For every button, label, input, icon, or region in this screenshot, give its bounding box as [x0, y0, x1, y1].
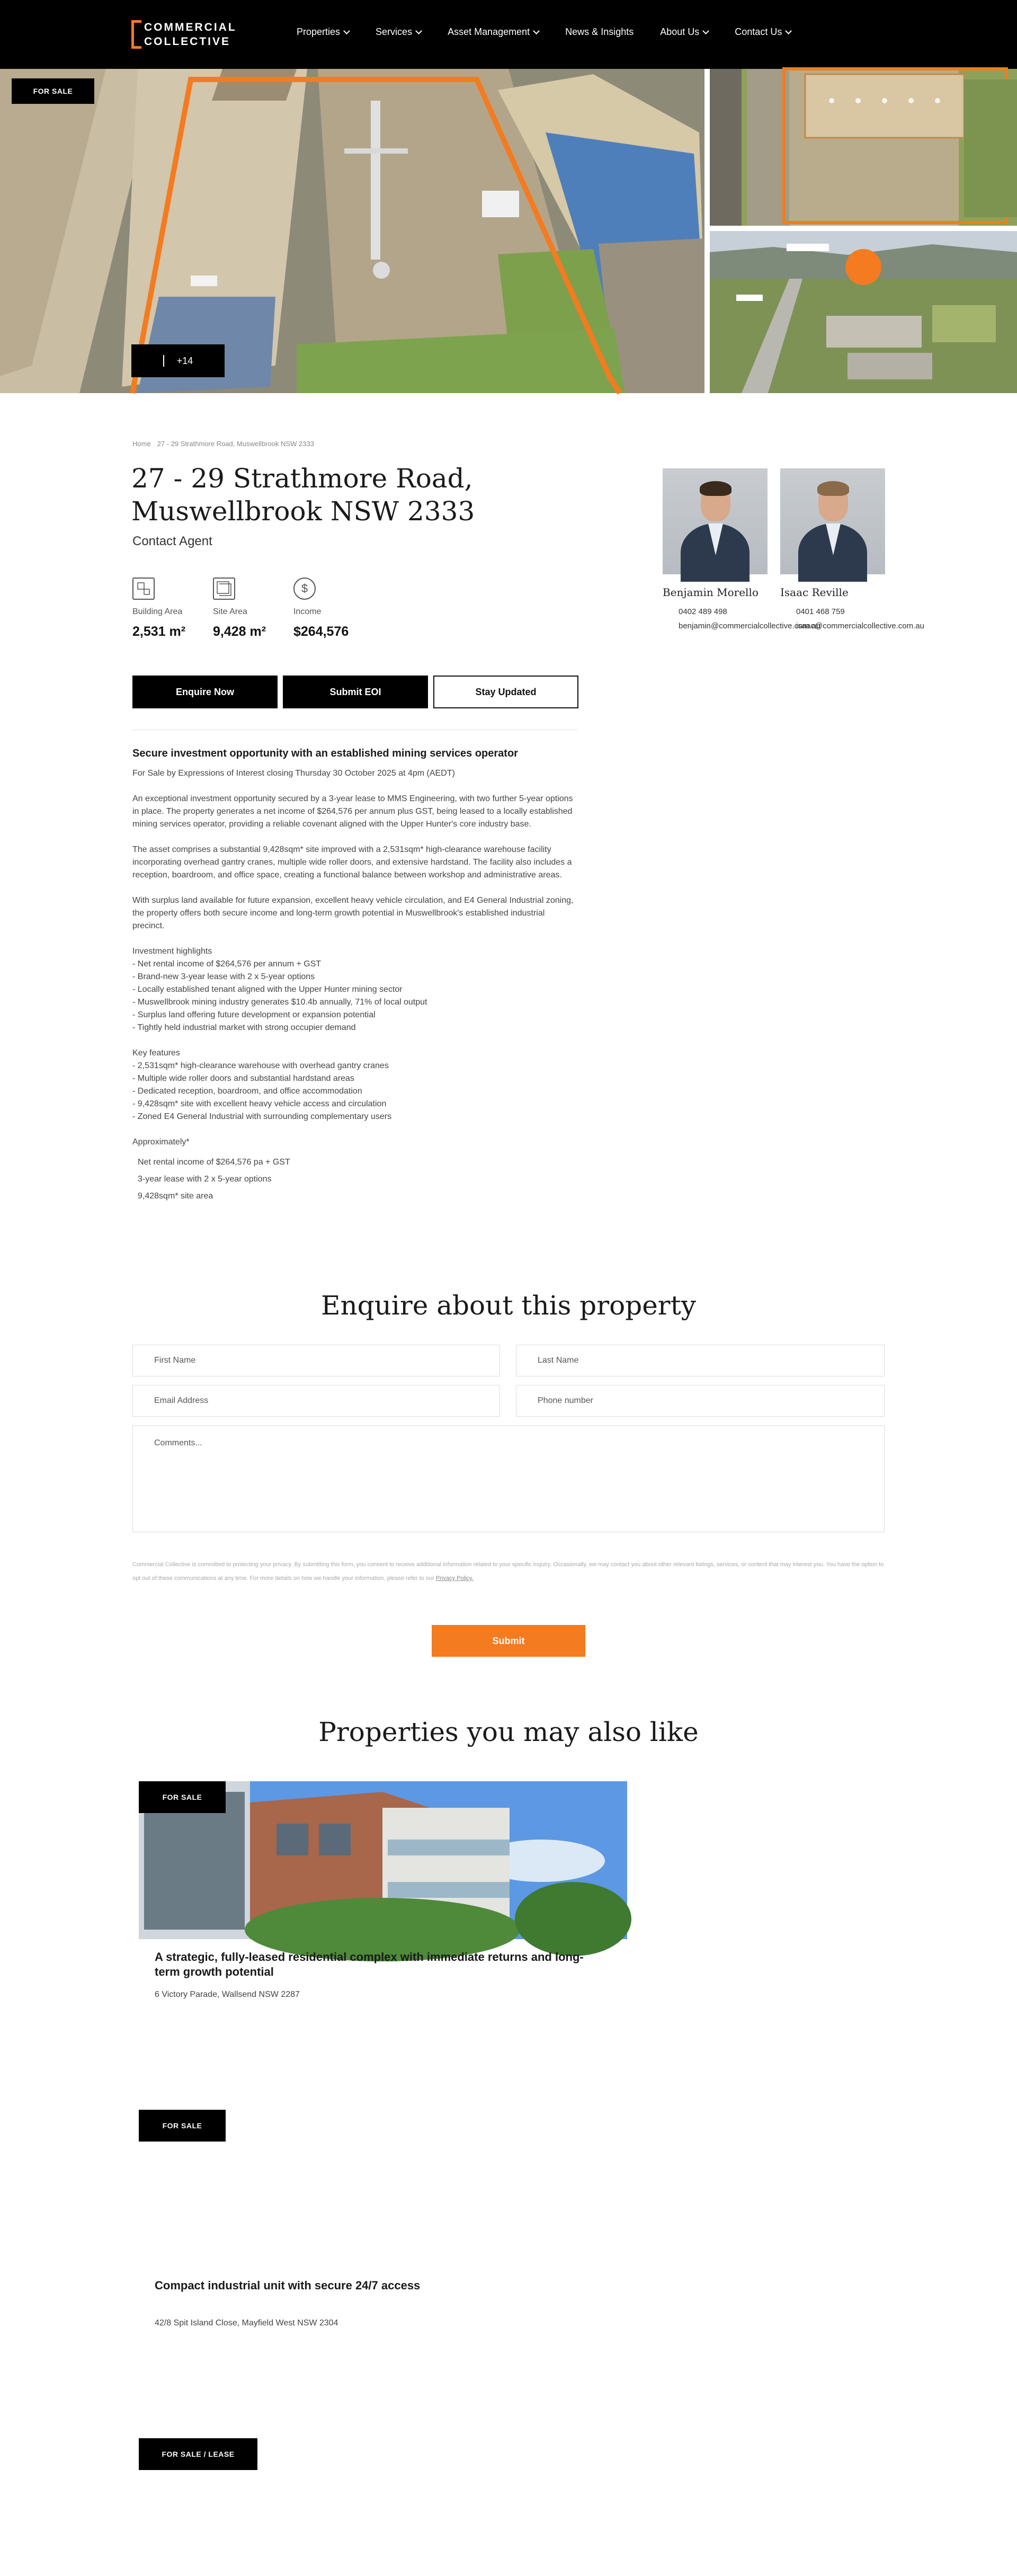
comments-textarea[interactable]: Comments...	[132, 1425, 885, 1532]
last-name-field[interactable]: Last Name	[516, 1345, 885, 1376]
agent-phone[interactable]: 0401 468 759	[796, 607, 845, 616]
aerial-warehouse-photo	[0, 69, 704, 393]
description-heading: Secure investment opportunity with an established mining services operator	[132, 748, 518, 759]
list-item: - Multiple wide roller doors and substantial hardstand areas	[132, 1074, 354, 1083]
privacy-notice: Commercial Collective is committed to protecting your privacy. By submitting this form, you consent to receive additional information related to your specific inquiry. Occasionally, we may contact you about other relevant listings, services, or content that may interest you. You have the option to opt out of these communications at any time. For more details on how we handle your information, please refer to our Privacy Policy.	[132, 1561, 884, 1582]
description-para-3: With surplus land available for future expansion, excellent heavy vehicle circulation, and E4 General Industrial zoning, the property offers both secure income and long-term growth potential in Muswellbrook's established industrial precinct.	[132, 896, 574, 930]
agent-email[interactable]: benjamin@commercialcollective.com.au	[679, 621, 820, 630]
list-item: - Zoned E4 General Industrial with surrounding complementary users	[132, 1112, 392, 1121]
agent-photo[interactable]	[663, 468, 768, 574]
breadcrumb-current: 27 - 29 Strathmore Road, Muswellbrook NSW 2333	[157, 440, 314, 448]
nav-contact-us[interactable]: Contact Us	[735, 26, 791, 38]
nav-about-us[interactable]: About Us	[660, 26, 708, 38]
list-item: - Muswellbrook mining industry generates $10.4b annually, 71% of local output	[132, 998, 427, 1007]
approx-title: Approximately*	[132, 1138, 190, 1147]
list-item: - Tightly held industrial market with strong occupier demand	[132, 1023, 356, 1032]
related-card-1-image[interactable]	[139, 1781, 627, 1939]
photo-gallery	[0, 69, 1017, 393]
agent-card	[780, 468, 924, 630]
site-header	[0, 0, 1017, 69]
nav-properties[interactable]: Properties	[297, 26, 349, 38]
first-name-field[interactable]: First Name	[132, 1345, 500, 1376]
nav-asset-management[interactable]: Asset Management	[448, 26, 539, 38]
gallery-thumbnail-2[interactable]	[710, 231, 1017, 393]
chevron-down-icon	[533, 28, 540, 34]
list-item: - Locally established tenant aligned with the Upper Hunter mining sector	[132, 985, 403, 994]
list-item: - Net rental income of $264,576 per annum + GST	[132, 960, 322, 969]
related-card-1-address: 6 Victory Parade, Wallsend NSW 2287	[155, 1990, 300, 1999]
nav-news-insights[interactable]: News & Insights	[565, 26, 634, 37]
breadcrumb-home[interactable]: Home	[132, 440, 151, 448]
description-subheading: For Sale by Expressions of Interest closing Thursday 30 October 2025 at 4pm (AEDT)	[132, 769, 455, 778]
related-card-2-title[interactable]: Compact industrial unit with secure 24/7 access	[155, 2279, 421, 2292]
nav-services[interactable]: Services	[376, 26, 421, 38]
features-title: Key features	[132, 1049, 180, 1058]
highlights-title: Investment highlights	[132, 947, 212, 956]
for-sale-badge: FOR SALE	[139, 1781, 226, 1813]
for-sale-badge: FOR SALE	[139, 2110, 226, 2142]
features-list	[132, 1060, 577, 1123]
divider-icon	[163, 355, 164, 367]
related-card-2-address: 42/8 Spit Island Close, Mayfield West NSW 2304	[155, 2319, 338, 2328]
approx-list	[138, 1156, 577, 1203]
for-sale-badge: FOR SALE	[12, 78, 94, 104]
price-label: Contact Agent	[132, 534, 212, 548]
agent-list	[663, 468, 924, 630]
aerial-area-photo	[710, 231, 1017, 393]
enquiry-title: Enquire about this property	[320, 1290, 697, 1321]
submit-button[interactable]: Submit	[432, 1625, 585, 1657]
building-area-icon	[132, 578, 155, 600]
agent-name[interactable]: Benjamin Morello	[663, 586, 759, 599]
photo-count-button[interactable]: +14	[131, 344, 225, 377]
action-buttons	[132, 676, 578, 708]
agent-phone[interactable]: 0402 489 498	[679, 607, 727, 616]
for-sale-lease-badge: FOR SALE / LEASE	[139, 2438, 257, 2470]
related-card-1-title[interactable]: A strategic, fully-leased residential complex with immediate returns and long-term growth potential	[155, 1950, 584, 1978]
list-item: - 2,531sqm* high-clearance warehouse with overhead gantry cranes	[132, 1061, 389, 1070]
logo[interactable]	[131, 20, 237, 49]
list-item: 3-year lease with 2 x 5-year options	[138, 1175, 272, 1184]
property-description	[132, 747, 577, 1207]
highlights-list	[132, 958, 577, 1034]
list-item: 9,428sqm* site area	[138, 1192, 213, 1201]
gallery-main-photo[interactable]	[0, 69, 704, 393]
chevron-down-icon	[415, 28, 422, 34]
main-nav	[297, 26, 817, 38]
property-stats	[132, 578, 353, 639]
list-item: Net rental income of $264,576 pa + GST	[138, 1158, 290, 1167]
stat-building-area: Building Area 2,531 m²	[132, 578, 192, 639]
submit-eoi-button[interactable]: Submit EOI	[283, 676, 428, 708]
enquire-now-button[interactable]: Enquire Now	[132, 676, 278, 708]
gallery-thumbnail-1[interactable]	[710, 69, 1017, 226]
phone-field[interactable]: Phone number	[516, 1385, 885, 1417]
list-item: - 9,428sqm* site with excellent heavy vehicle access and circulation	[132, 1099, 387, 1108]
property-title: 27 - 29 Strathmore Road, Muswellbrook NSW 2333	[131, 463, 475, 527]
stay-updated-button[interactable]: Stay Updated	[433, 676, 578, 708]
dollar-icon: $	[293, 578, 316, 600]
email-field[interactable]: Email Address	[132, 1385, 500, 1417]
agent-name[interactable]: Isaac Reville	[780, 586, 849, 599]
list-item: - Brand-new 3-year lease with 2 x 5-year options	[132, 972, 315, 981]
list-item: - Dedicated reception, boardroom, and office accommodation	[132, 1087, 362, 1096]
site-area-icon	[213, 578, 235, 600]
logo-line-1: COMMERCIAL	[144, 21, 237, 33]
list-item: - Surplus land offering future development or expansion potential	[132, 1010, 376, 1019]
chevron-down-icon	[702, 28, 709, 34]
logo-line-2: COLLECTIVE	[144, 35, 231, 48]
breadcrumb	[132, 440, 314, 448]
stat-site-area: Site Area 9,428 m²	[213, 578, 272, 639]
stat-income: $ Income $264,576	[293, 578, 353, 639]
aerial-site-photo	[710, 69, 1017, 226]
logo-bracket-icon	[131, 20, 139, 49]
chevron-down-icon	[343, 28, 350, 34]
chevron-down-icon	[785, 28, 792, 34]
agent-photo[interactable]	[780, 468, 885, 574]
description-para-2: The asset comprises a substantial 9,428sqm* site improved with a 2,531sqm* high-clearance warehouse facility incorporating overhead gantry cranes, multiple wide roller doors, and extensive hardstand. The facility also includes a reception, boardroom, and office space, creating a functional balance between workshop and administrative areas.	[132, 845, 572, 880]
related-title: Properties you may also like	[318, 1717, 699, 1747]
description-para-1: An exceptional investment opportunity secured by a 3-year lease to MMS Engineering, with two further 5-year options in place. The property generates a net income of $264,576 per annum plus GST, being leased to a locally established mining services operator, providing a reliable covenant aligned with the Upper Hunter's core industry base.	[132, 794, 573, 829]
agent-email[interactable]: isaac@commercialcollective.com.au	[796, 621, 924, 630]
privacy-policy-link[interactable]: Privacy Policy.	[435, 1575, 474, 1582]
